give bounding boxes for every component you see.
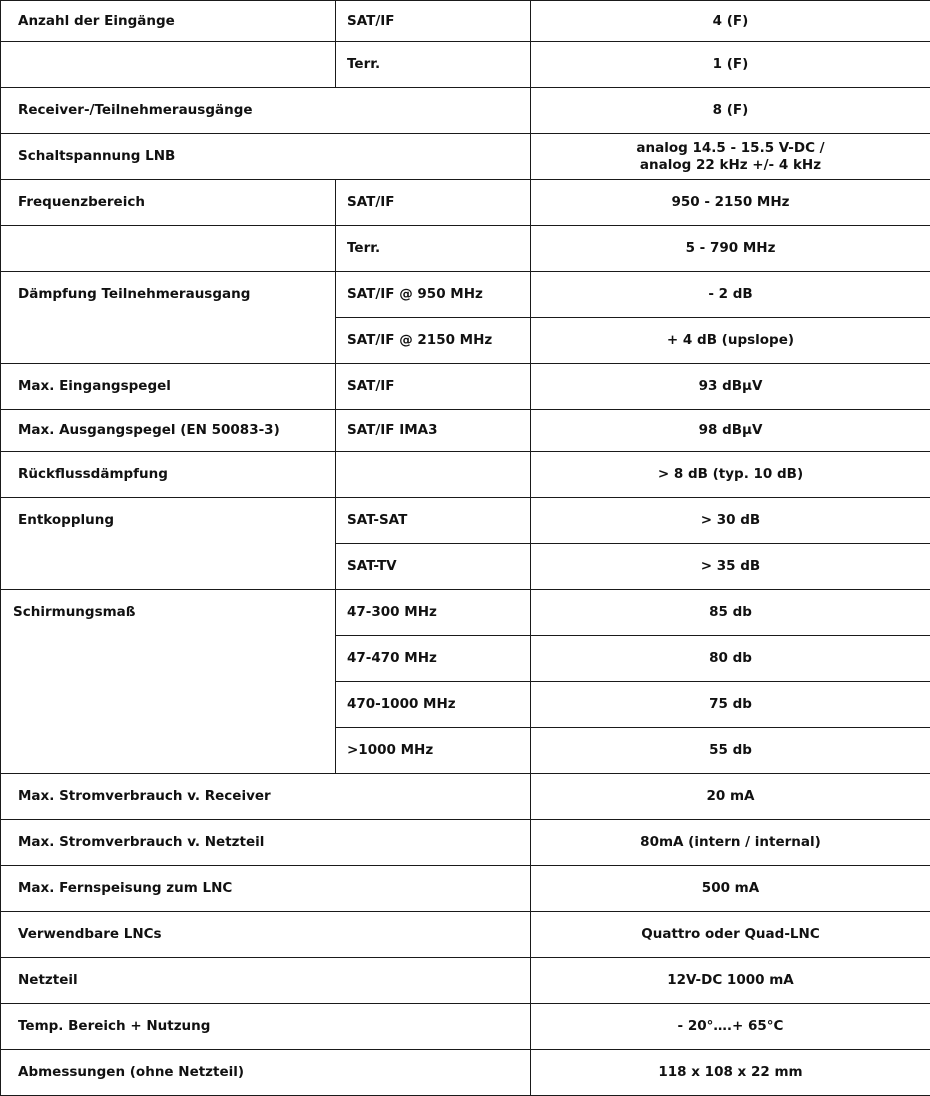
row-value <box>531 134 930 180</box>
row-value: - 2 dB <box>531 272 930 318</box>
row-value: 500 mA <box>531 866 930 912</box>
row-value: 118 x 108 x 22 mm <box>531 1050 930 1096</box>
row-value: 8 (F) <box>531 88 930 134</box>
table-row <box>1 774 930 820</box>
row-value: 98 dBµV <box>531 410 930 452</box>
row-value: 1 (F) <box>531 42 930 88</box>
row-label <box>1 226 336 272</box>
table-row <box>1 958 930 1004</box>
table-row <box>1 590 930 636</box>
row-label: Frequenzbereich <box>1 180 336 226</box>
row-label: Max. Stromverbrauch v. Receiver <box>1 774 531 820</box>
row-label: Max. Eingangspegel <box>1 364 336 410</box>
row-label: Verwendbare LNCs <box>1 912 531 958</box>
row-sub-label: SAT/IF <box>336 1 531 42</box>
row-sub-label: Terr. <box>336 226 531 272</box>
row-value: 20 mA <box>531 774 930 820</box>
row-label: Receiver-/Teilnehmerausgänge <box>1 88 531 134</box>
table-row <box>1 498 930 544</box>
row-label: Schaltspannung LNB <box>1 134 531 180</box>
table-row <box>1 410 930 452</box>
table-row <box>1 452 930 498</box>
row-value: 80 db <box>531 636 930 682</box>
row-value: Quattro oder Quad-LNC <box>531 912 930 958</box>
row-sub-label: SAT-SAT <box>336 498 531 544</box>
row-value: - 20°….+ 65°C <box>531 1004 930 1050</box>
table-row <box>1 180 930 226</box>
row-value: + 4 dB (upslope) <box>531 318 930 364</box>
row-value: 75 db <box>531 682 930 728</box>
table-row <box>1 866 930 912</box>
row-label: Entkopplung <box>1 498 336 590</box>
row-sub-label: SAT/IF <box>336 180 531 226</box>
row-sub-label: SAT/IF @ 950 MHz <box>336 272 531 318</box>
row-label <box>1 42 336 88</box>
table-row <box>1 134 930 180</box>
row-label: Rückflussdämpfung <box>1 452 336 498</box>
row-sub-label: SAT/IF <box>336 364 531 410</box>
row-sub-label: >1000 MHz <box>336 728 531 774</box>
table-row <box>1 226 930 272</box>
row-label: Max. Fernspeisung zum LNC <box>1 866 531 912</box>
row-label: Anzahl der Eingänge <box>1 1 336 42</box>
row-value: 12V-DC 1000 mA <box>531 958 930 1004</box>
row-value: 4 (F) <box>531 1 930 42</box>
row-sub-label <box>336 452 531 498</box>
row-sub-label: 470-1000 MHz <box>336 682 531 728</box>
row-label: Netzteil <box>1 958 531 1004</box>
table-row <box>1 364 930 410</box>
row-sub-label: SAT-TV <box>336 544 531 590</box>
table-row <box>1 42 930 88</box>
row-label: Dämpfung Teilnehmerausgang <box>1 272 336 364</box>
row-sub-label: 47-470 MHz <box>336 636 531 682</box>
table-row <box>1 820 930 866</box>
row-value: > 30 dB <box>531 498 930 544</box>
row-value-line: analog 14.5 - 15.5 V-DC / <box>531 140 930 157</box>
row-value: 93 dBµV <box>531 364 930 410</box>
table-row <box>1 88 930 134</box>
row-value: > 8 dB (typ. 10 dB) <box>531 452 930 498</box>
table-row <box>1 272 930 318</box>
row-value: 85 db <box>531 590 930 636</box>
row-value-line: analog 22 kHz +/- 4 kHz <box>531 157 930 174</box>
table-row <box>1 1 930 42</box>
row-value: 950 - 2150 MHz <box>531 180 930 226</box>
table-row <box>1 1050 930 1096</box>
row-label: Temp. Bereich + Nutzung <box>1 1004 531 1050</box>
row-value: 5 - 790 MHz <box>531 226 930 272</box>
row-label: Abmessungen (ohne Netzteil) <box>1 1050 531 1096</box>
row-sub-label: SAT/IF @ 2150 MHz <box>336 318 531 364</box>
row-label: Max. Stromverbrauch v. Netzteil <box>1 820 531 866</box>
row-sub-label: 47-300 MHz <box>336 590 531 636</box>
row-value: 55 db <box>531 728 930 774</box>
table-row <box>1 912 930 958</box>
row-value: > 35 dB <box>531 544 930 590</box>
row-label: Schirmungsmaß <box>1 590 336 774</box>
row-value: 80mA (intern / internal) <box>531 820 930 866</box>
row-label: Max. Ausgangspegel (EN 50083-3) <box>1 410 336 452</box>
row-sub-label: SAT/IF IMA3 <box>336 410 531 452</box>
table-row <box>1 1004 930 1050</box>
row-sub-label: Terr. <box>336 42 531 88</box>
